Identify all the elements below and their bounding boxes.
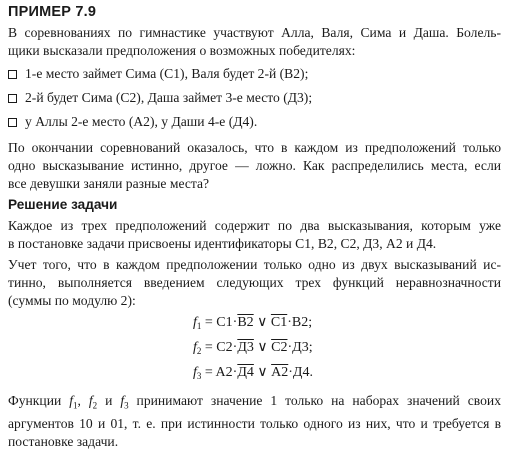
- bullet-item: [8, 65, 308, 83]
- example-heading: ПРИМЕР 7.9: [8, 4, 97, 20]
- conclusion-paragraph: [8, 392, 501, 451]
- intro-paragraph: [8, 24, 501, 60]
- question-line: все девушки заняли разные места?: [8, 176, 210, 191]
- bullet-text: 2-й будет Сима (С2), Даша займет 3-е место (Д3);: [25, 90, 313, 105]
- conclusion-line-2: аргументов 10 и 01, т. е. при истинности только одного из них, что и требуется в: [8, 415, 501, 431]
- solution-line: Каждое из трех предположений содержит по два высказывания, которым уже: [8, 218, 501, 233]
- square-bullet-icon: [8, 118, 17, 127]
- intro-line: В соревнованиях по гимнастике участвуют Алла, Валя, Сима и Даша. Болель-: [8, 25, 501, 40]
- conclusion-line-3: постановке задачи.: [8, 433, 119, 449]
- formula-f2: $f_2 = C2\cdot Д3$ ∨ C2·Д3;: [193, 340, 313, 356]
- formula-f3: $f_3 = A2\cdot Д4$ ∨ A2·Д4.: [193, 365, 313, 381]
- solution-line: в постановке задачи присвоены идентификаторы С1, В2, С2, Д3, А2 и Д4.: [8, 236, 437, 251]
- question-paragraph: [8, 139, 501, 193]
- intro-line: щики высказали предположения о возможных победителях:: [8, 43, 356, 58]
- solution-paragraph-1: [8, 217, 501, 253]
- question-line: одно высказывание истинно, другое — ложно. Как распределились места, если: [8, 158, 501, 173]
- bullet-text: 1-е место займет Сима (С1), Валя будет 2-й (В2);: [25, 66, 309, 81]
- bullet-item: [8, 113, 257, 131]
- square-bullet-icon: [8, 70, 17, 79]
- solution-paragraph-2: [8, 256, 501, 310]
- conclusion-line-1: Функции $f_1$, $f_2$ и $f_3$ принимают значение 1 только на наборах значений своих: [8, 393, 501, 411]
- solution-line: тинно, выполняется введением следующих трех функций неравнозначности: [8, 275, 501, 290]
- bullet-item: [8, 89, 312, 107]
- formula-f1: $f_1 = C1\cdot B2$ ∨ C1·B2;: [193, 315, 313, 331]
- solution-line: (суммы по модулю 2):: [8, 293, 136, 308]
- bullet-text: у Аллы 2-е место (А2), у Даши 4-е (Д4).: [25, 114, 258, 129]
- question-line: По окончании соревнований оказалось, что в каждом из предположений только: [8, 140, 501, 155]
- solution-heading: Решение задачи: [8, 197, 118, 212]
- square-bullet-icon: [8, 94, 17, 103]
- solution-line: Учет того, что в каждом предположении только одно из двух высказываний ис-: [8, 257, 501, 272]
